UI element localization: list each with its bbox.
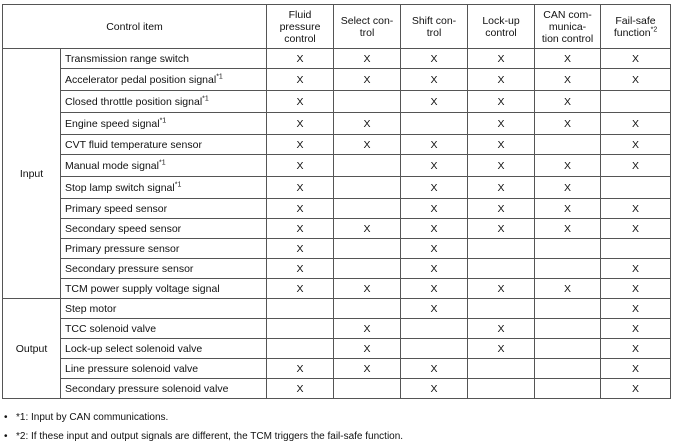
control-item-cell: [61, 259, 267, 279]
table-row: [3, 155, 671, 177]
applicable-mark: X: [632, 322, 640, 335]
table-row: [3, 239, 671, 259]
mark-cell: [334, 69, 401, 91]
applicable-mark: X: [363, 138, 371, 151]
mark-cell: [468, 279, 535, 299]
applicable-mark: X: [632, 73, 640, 86]
mark-cell: [401, 339, 468, 359]
applicable-mark: X: [564, 95, 572, 108]
applicable-mark: X: [564, 159, 572, 172]
mark-cell: [468, 69, 535, 91]
mark-cell: [535, 69, 601, 91]
table-header-row: [3, 5, 671, 49]
applicable-mark: X: [363, 117, 371, 130]
control-item-label: Transmission range switch: [65, 52, 189, 65]
table-row: [3, 279, 671, 299]
mark-cell: [401, 199, 468, 219]
applicable-mark: X: [296, 181, 304, 194]
footnote-2: • *2: If these input and output signals are different, the TCM triggers the fail-safe function.: [4, 431, 404, 442]
applicable-mark: X: [296, 242, 304, 255]
applicable-mark: X: [497, 138, 505, 151]
mark-cell: [334, 177, 401, 199]
mark-cell: [267, 177, 334, 199]
control-item-cell: [61, 319, 267, 339]
mark-cell: [401, 69, 468, 91]
control-item-cell: [61, 279, 267, 299]
mark-cell: [267, 239, 334, 259]
mark-cell: [267, 259, 334, 279]
applicable-mark: X: [430, 181, 438, 194]
applicable-mark: X: [497, 342, 505, 355]
mark-cell: [535, 339, 601, 359]
table-row: [3, 113, 671, 135]
applicable-mark: X: [564, 202, 572, 215]
table-row: [3, 359, 671, 379]
control-item-cell: [61, 49, 267, 69]
mark-cell: [334, 135, 401, 155]
header-lock-up-control: Lock-up control: [468, 5, 535, 49]
mark-cell: [468, 379, 535, 399]
mark-cell: [401, 279, 468, 299]
group-label: Input: [3, 49, 61, 299]
control-item-label: Manual mode signal: [65, 159, 159, 172]
footnote-ref: *1: [158, 159, 166, 166]
mark-cell: [601, 49, 671, 69]
applicable-mark: X: [497, 73, 505, 86]
applicable-mark: X: [363, 342, 371, 355]
mark-cell: [401, 239, 468, 259]
mark-cell: [468, 177, 535, 199]
control-item-label: Secondary pressure sensor: [65, 262, 194, 275]
control-item-cell: [61, 113, 267, 135]
mark-cell: [468, 49, 535, 69]
mark-cell: [401, 91, 468, 113]
mark-cell: [601, 319, 671, 339]
applicable-mark: X: [632, 52, 640, 65]
mark-cell: [601, 299, 671, 319]
applicable-mark: X: [632, 382, 640, 395]
table-row: [3, 339, 671, 359]
mark-cell: [535, 259, 601, 279]
mark-cell: [267, 113, 334, 135]
applicable-mark: X: [632, 138, 640, 151]
applicable-mark: X: [564, 117, 572, 130]
control-item-cell: [61, 339, 267, 359]
mark-cell: [334, 219, 401, 239]
applicable-mark: X: [363, 322, 371, 335]
applicable-mark: X: [296, 138, 304, 151]
applicable-mark: X: [363, 73, 371, 86]
applicable-mark: X: [497, 95, 505, 108]
mark-cell: [267, 219, 334, 239]
applicable-mark: X: [497, 222, 505, 235]
control-item-cell: [61, 379, 267, 399]
control-item-label: Line pressure solenoid valve: [65, 362, 199, 375]
applicable-mark: X: [632, 117, 640, 130]
applicable-mark: X: [296, 95, 304, 108]
mark-cell: [601, 379, 671, 399]
header-fluid-pressure-control: Fluid pressure control: [267, 5, 334, 49]
mark-cell: [334, 113, 401, 135]
mark-cell: [334, 359, 401, 379]
applicable-mark: X: [564, 52, 572, 65]
mark-cell: [535, 135, 601, 155]
mark-cell: [401, 319, 468, 339]
table-row: [3, 299, 671, 319]
control-item-label: Primary pressure sensor: [65, 242, 180, 255]
applicable-mark: X: [497, 52, 505, 65]
mark-cell: [334, 339, 401, 359]
mark-cell: [535, 299, 601, 319]
applicable-mark: X: [430, 73, 438, 86]
group-label: Output: [3, 299, 61, 399]
mark-cell: [535, 49, 601, 69]
mark-cell: [468, 219, 535, 239]
control-item-cell: [61, 177, 267, 199]
applicable-mark: X: [296, 382, 304, 395]
applicable-mark: X: [632, 342, 640, 355]
mark-cell: [267, 69, 334, 91]
mark-cell: [267, 49, 334, 69]
applicable-mark: X: [564, 73, 572, 86]
mark-cell: [267, 299, 334, 319]
control-item-cell: [61, 299, 267, 319]
mark-cell: [468, 199, 535, 219]
applicable-mark: X: [296, 282, 304, 295]
control-item-label: Secondary pressure solenoid valve: [65, 382, 229, 395]
mark-cell: [334, 259, 401, 279]
header-shift-control: Shift con- trol: [401, 5, 468, 49]
applicable-mark: X: [497, 282, 505, 295]
mark-cell: [601, 199, 671, 219]
mark-cell: [535, 359, 601, 379]
mark-cell: [334, 239, 401, 259]
applicable-mark: X: [497, 117, 505, 130]
mark-cell: [601, 359, 671, 379]
mark-cell: [535, 279, 601, 299]
applicable-mark: X: [497, 181, 505, 194]
mark-cell: [334, 299, 401, 319]
mark-cell: [267, 359, 334, 379]
mark-cell: [401, 219, 468, 239]
mark-cell: [535, 177, 601, 199]
applicable-mark: X: [296, 117, 304, 130]
control-item-label: Primary speed sensor: [65, 202, 168, 215]
mark-cell: [468, 155, 535, 177]
control-item-cell: [61, 155, 267, 177]
table-row: [3, 219, 671, 239]
mark-cell: [601, 135, 671, 155]
applicable-mark: X: [363, 52, 371, 65]
footnotes: [4, 408, 403, 446]
mark-cell: [401, 299, 468, 319]
table-row: [3, 199, 671, 219]
mark-cell: [601, 279, 671, 299]
applicable-mark: X: [632, 159, 640, 172]
mark-cell: [401, 359, 468, 379]
control-item-cell: [61, 359, 267, 379]
mark-cell: [468, 135, 535, 155]
mark-cell: [535, 219, 601, 239]
footnote-ref: *1: [174, 181, 182, 188]
header-control-item: Control item: [3, 5, 267, 49]
mark-cell: [334, 319, 401, 339]
table-row: [3, 319, 671, 339]
table-row: [3, 259, 671, 279]
applicable-mark: X: [430, 202, 438, 215]
applicable-mark: X: [497, 202, 505, 215]
applicable-mark: X: [430, 382, 438, 395]
mark-cell: [401, 155, 468, 177]
control-item-cell: [61, 239, 267, 259]
applicable-mark: X: [497, 322, 505, 335]
mark-cell: [535, 91, 601, 113]
mark-cell: [334, 379, 401, 399]
table-row: [3, 135, 671, 155]
mark-cell: [401, 49, 468, 69]
mark-cell: [468, 339, 535, 359]
applicable-mark: X: [564, 222, 572, 235]
mark-cell: [601, 177, 671, 199]
mark-cell: [267, 339, 334, 359]
applicable-mark: X: [632, 202, 640, 215]
footnote-1: • *1: Input by CAN communications.: [4, 412, 169, 423]
mark-cell: [601, 91, 671, 113]
mark-cell: [601, 69, 671, 91]
control-item-table: [2, 4, 671, 399]
mark-cell: [401, 135, 468, 155]
mark-cell: [267, 379, 334, 399]
applicable-mark: X: [430, 282, 438, 295]
mark-cell: [535, 113, 601, 135]
footnote-ref: *1: [216, 73, 223, 80]
applicable-mark: X: [632, 362, 640, 375]
mark-cell: [267, 135, 334, 155]
table-body: [3, 49, 671, 399]
mark-cell: [468, 299, 535, 319]
mark-cell: [535, 155, 601, 177]
mark-cell: [601, 259, 671, 279]
mark-cell: [468, 259, 535, 279]
footnote-ref: *1: [202, 95, 209, 102]
control-item-cell: [61, 199, 267, 219]
mark-cell: [267, 319, 334, 339]
applicable-mark: X: [430, 95, 438, 108]
mark-cell: [401, 379, 468, 399]
applicable-mark: X: [430, 52, 438, 65]
applicable-mark: X: [296, 202, 304, 215]
mark-cell: [267, 279, 334, 299]
control-item-label: Closed throttle position signal: [65, 95, 203, 108]
mark-cell: [334, 91, 401, 113]
applicable-mark: X: [363, 282, 371, 295]
mark-cell: [601, 113, 671, 135]
mark-cell: [468, 91, 535, 113]
applicable-mark: X: [497, 159, 505, 172]
mark-cell: [468, 319, 535, 339]
mark-cell: [334, 199, 401, 219]
applicable-mark: X: [296, 52, 304, 65]
control-item-cell: [61, 135, 267, 155]
mark-cell: [334, 49, 401, 69]
applicable-mark: X: [430, 302, 438, 315]
applicable-mark: X: [564, 282, 572, 295]
table-row: [3, 379, 671, 399]
mark-cell: [601, 339, 671, 359]
mark-cell: [468, 239, 535, 259]
mark-cell: [468, 113, 535, 135]
header-select-control: Select con- trol: [334, 5, 401, 49]
mark-cell: [601, 219, 671, 239]
header-can-communication-control: CAN com- munica- tion control: [535, 5, 601, 49]
mark-cell: [401, 259, 468, 279]
mark-cell: [267, 155, 334, 177]
mark-cell: [535, 379, 601, 399]
applicable-mark: X: [296, 362, 304, 375]
applicable-mark: X: [296, 222, 304, 235]
mark-cell: [334, 155, 401, 177]
applicable-mark: X: [430, 262, 438, 275]
applicable-mark: X: [430, 159, 438, 172]
mark-cell: [601, 239, 671, 259]
table-row: [3, 69, 671, 91]
control-item-label: Engine speed signal: [65, 117, 160, 130]
applicable-mark: X: [632, 262, 640, 275]
applicable-mark: X: [430, 362, 438, 375]
applicable-mark: X: [430, 222, 438, 235]
table-row: [3, 177, 671, 199]
applicable-mark: X: [632, 282, 640, 295]
table-row: [3, 91, 671, 113]
control-item-label: Step motor: [65, 302, 117, 315]
mark-cell: [601, 155, 671, 177]
applicable-mark: X: [296, 73, 304, 86]
mark-cell: [401, 113, 468, 135]
mark-cell: [468, 359, 535, 379]
control-item-label: Lock-up select solenoid valve: [65, 342, 203, 355]
applicable-mark: X: [430, 138, 438, 151]
mark-cell: [535, 199, 601, 219]
mark-cell: [267, 199, 334, 219]
applicable-mark: X: [363, 222, 371, 235]
mark-cell: [535, 239, 601, 259]
applicable-mark: X: [632, 302, 640, 315]
control-item-label: Accelerator pedal position signal: [65, 73, 217, 86]
applicable-mark: X: [430, 242, 438, 255]
control-item-cell: [61, 69, 267, 91]
control-item-label: TCM power supply voltage signal: [65, 282, 220, 295]
control-item-label: Stop lamp switch signal: [65, 181, 175, 194]
applicable-mark: X: [632, 222, 640, 235]
control-item-label: TCC solenoid valve: [65, 322, 157, 335]
control-item-cell: [61, 219, 267, 239]
control-item-label: Secondary speed sensor: [65, 222, 182, 235]
footnote-ref: *1: [159, 117, 167, 124]
applicable-mark: X: [296, 159, 304, 172]
applicable-mark: X: [363, 362, 371, 375]
header-fail-safe-function: Fail-safe function$^{*2}$: [601, 5, 671, 49]
mark-cell: [267, 91, 334, 113]
control-item-cell: [61, 91, 267, 113]
applicable-mark: X: [564, 181, 572, 194]
mark-cell: [535, 319, 601, 339]
table-row: [3, 49, 671, 69]
control-item-label: CVT fluid temperature sensor: [65, 138, 202, 151]
mark-cell: [401, 177, 468, 199]
applicable-mark: X: [296, 262, 304, 275]
mark-cell: [334, 279, 401, 299]
